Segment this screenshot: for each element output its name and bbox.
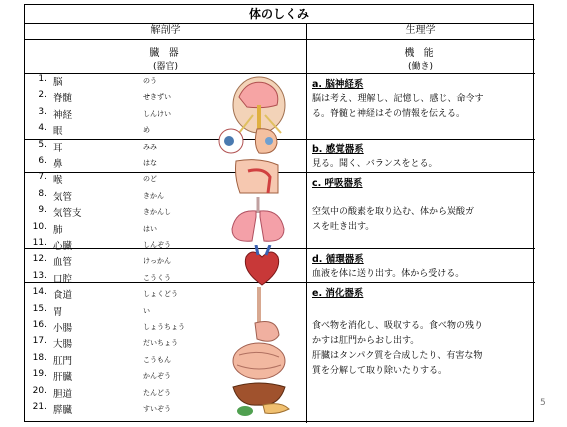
anatomy-section-label: 解剖学 [25,23,306,40]
anatomy-table [24,4,534,422]
organ-number: 7. [38,172,47,183]
organ-number: 5. [38,139,47,150]
organ-number: 18. [32,352,47,363]
organ-reading: きかんし [143,208,171,217]
page-title: 体のしくみ [25,5,533,24]
function-heading: 機 能 [404,48,437,59]
organ-number: 12. [32,254,47,265]
organ-name: 脊髄 [53,93,73,105]
organ-number: 6. [38,156,47,166]
organ-name: 喉 [53,175,63,187]
eye-ear-illustration [215,125,290,157]
spacer [312,191,531,205]
digestive-illustration [225,287,293,417]
organ-number: 1. [38,74,47,84]
system-heading: a. 脳神経系 [312,79,364,90]
organ-reading: のう [143,77,157,85]
organ-name: 耳 [53,142,63,154]
organ-name: 肛門 [53,355,73,367]
page-number: 5 [540,398,546,408]
function-block [312,77,531,122]
organ-reading: こうくう [143,273,171,282]
organ-number: 13. [32,270,47,281]
function-text-line: 肝臓はタンパク質を合成したり、有害な物 [312,351,483,361]
organ-number: 21. [32,402,47,412]
organ-reading: だいちょう [143,339,178,348]
nose-throat-illustration [230,157,285,195]
organ-name: 鼻 [53,159,63,170]
function-block [312,176,531,235]
lungs-illustration [228,195,288,245]
organ-number: 10. [32,221,47,232]
organ-name: 血管 [53,257,73,269]
organ-number: 15. [32,303,47,314]
organ-reading: せきずい [143,93,171,102]
heart-illustration [240,245,285,287]
organ-reading: しょうちょう [143,323,185,331]
organ-reading: けっかん [143,257,171,266]
organ-name: 胆道 [53,388,73,400]
organ-number: 14. [32,287,47,298]
organ-reading: はい [143,224,157,233]
organ-number: 17. [32,336,47,347]
organ-name: 大腸 [53,339,73,351]
function-block [312,286,531,379]
organ-number: 20. [32,385,47,396]
organ-reading: すいぞう [143,405,171,413]
organ-name: 眼 [53,126,63,138]
organs-subheading: (器官) [152,62,179,72]
function-text-line: 空気中の酸素を取り込む、体から炭酸ガ [312,207,475,217]
organ-reading: しんぞう [143,241,171,249]
organ-reading: い [143,306,150,315]
organ-reading: しょくどう [143,290,178,299]
function-text-line: る。脊髄と神経はその情報を伝える。 [312,109,466,119]
organ-reading: はな [143,159,157,167]
organ-number: 9. [38,205,47,216]
organ-number: 3. [38,106,47,117]
organ-name: 食道 [53,290,73,302]
system-heading: c. 呼吸器系 [312,178,363,189]
organ-name: 肺 [53,224,63,236]
function-text-line: 質を分解して取り除いたりする。 [312,366,448,376]
system-heading: b. 感覚器系 [312,144,364,155]
organ-name: 脳 [53,77,63,88]
organ-reading: め [143,126,150,135]
organ-name: 膵臓 [53,405,73,416]
organ-number: 4. [38,123,47,134]
organs-heading: 臓 器 [149,48,182,59]
organ-name: 気管支 [53,208,82,220]
organ-reading: かんぞう [143,372,171,381]
anatomy-header [25,23,307,74]
organ-reading: しんけい [143,109,171,118]
organ-name: 小腸 [53,323,73,334]
spacer [312,301,531,319]
organ-reading: みみ [143,142,157,151]
organ-name: 胃 [53,306,63,318]
function-block [312,252,531,282]
function-text-line: 脳は考え、理解し、記憶し、感じ、命令す [312,94,484,104]
organ-number: 2. [38,90,47,101]
function-block [312,142,531,172]
function-text-line: スを吐き出す。 [312,222,375,232]
organ-reading: のど [143,175,157,184]
system-heading: e. 消化器系 [312,288,364,299]
function-text-line: かすは肛門からおし出す。 [312,336,420,346]
organ-reading: きかん [143,191,164,200]
organ-number: 11. [32,238,47,248]
function-text-line: 見る。聞く、バランスをとる。 [312,159,438,169]
organ-number: 8. [38,188,47,199]
organ-number: 16. [32,320,47,330]
function-text-line: 血液を体に送り出す。体から受ける。 [312,269,465,279]
organ-name: 心臓 [53,241,73,252]
organ-name: 気管 [53,191,73,203]
system-heading: d. 循環器系 [312,254,364,265]
organ-number: 19. [32,369,47,380]
physiology-header [306,23,535,74]
organ-name: 口腔 [53,273,73,285]
physiology-section-label: 生理学 [306,23,535,40]
organ-reading: たんどう [143,388,171,397]
organ-reading: こうもん [143,355,171,364]
function-text-line: 食べ物を消化し、吸収する。食べ物の残り [312,321,484,331]
organ-name: 神経 [53,109,73,121]
function-subheading: (働き) [407,62,434,72]
organ-name: 肝臓 [53,372,73,384]
